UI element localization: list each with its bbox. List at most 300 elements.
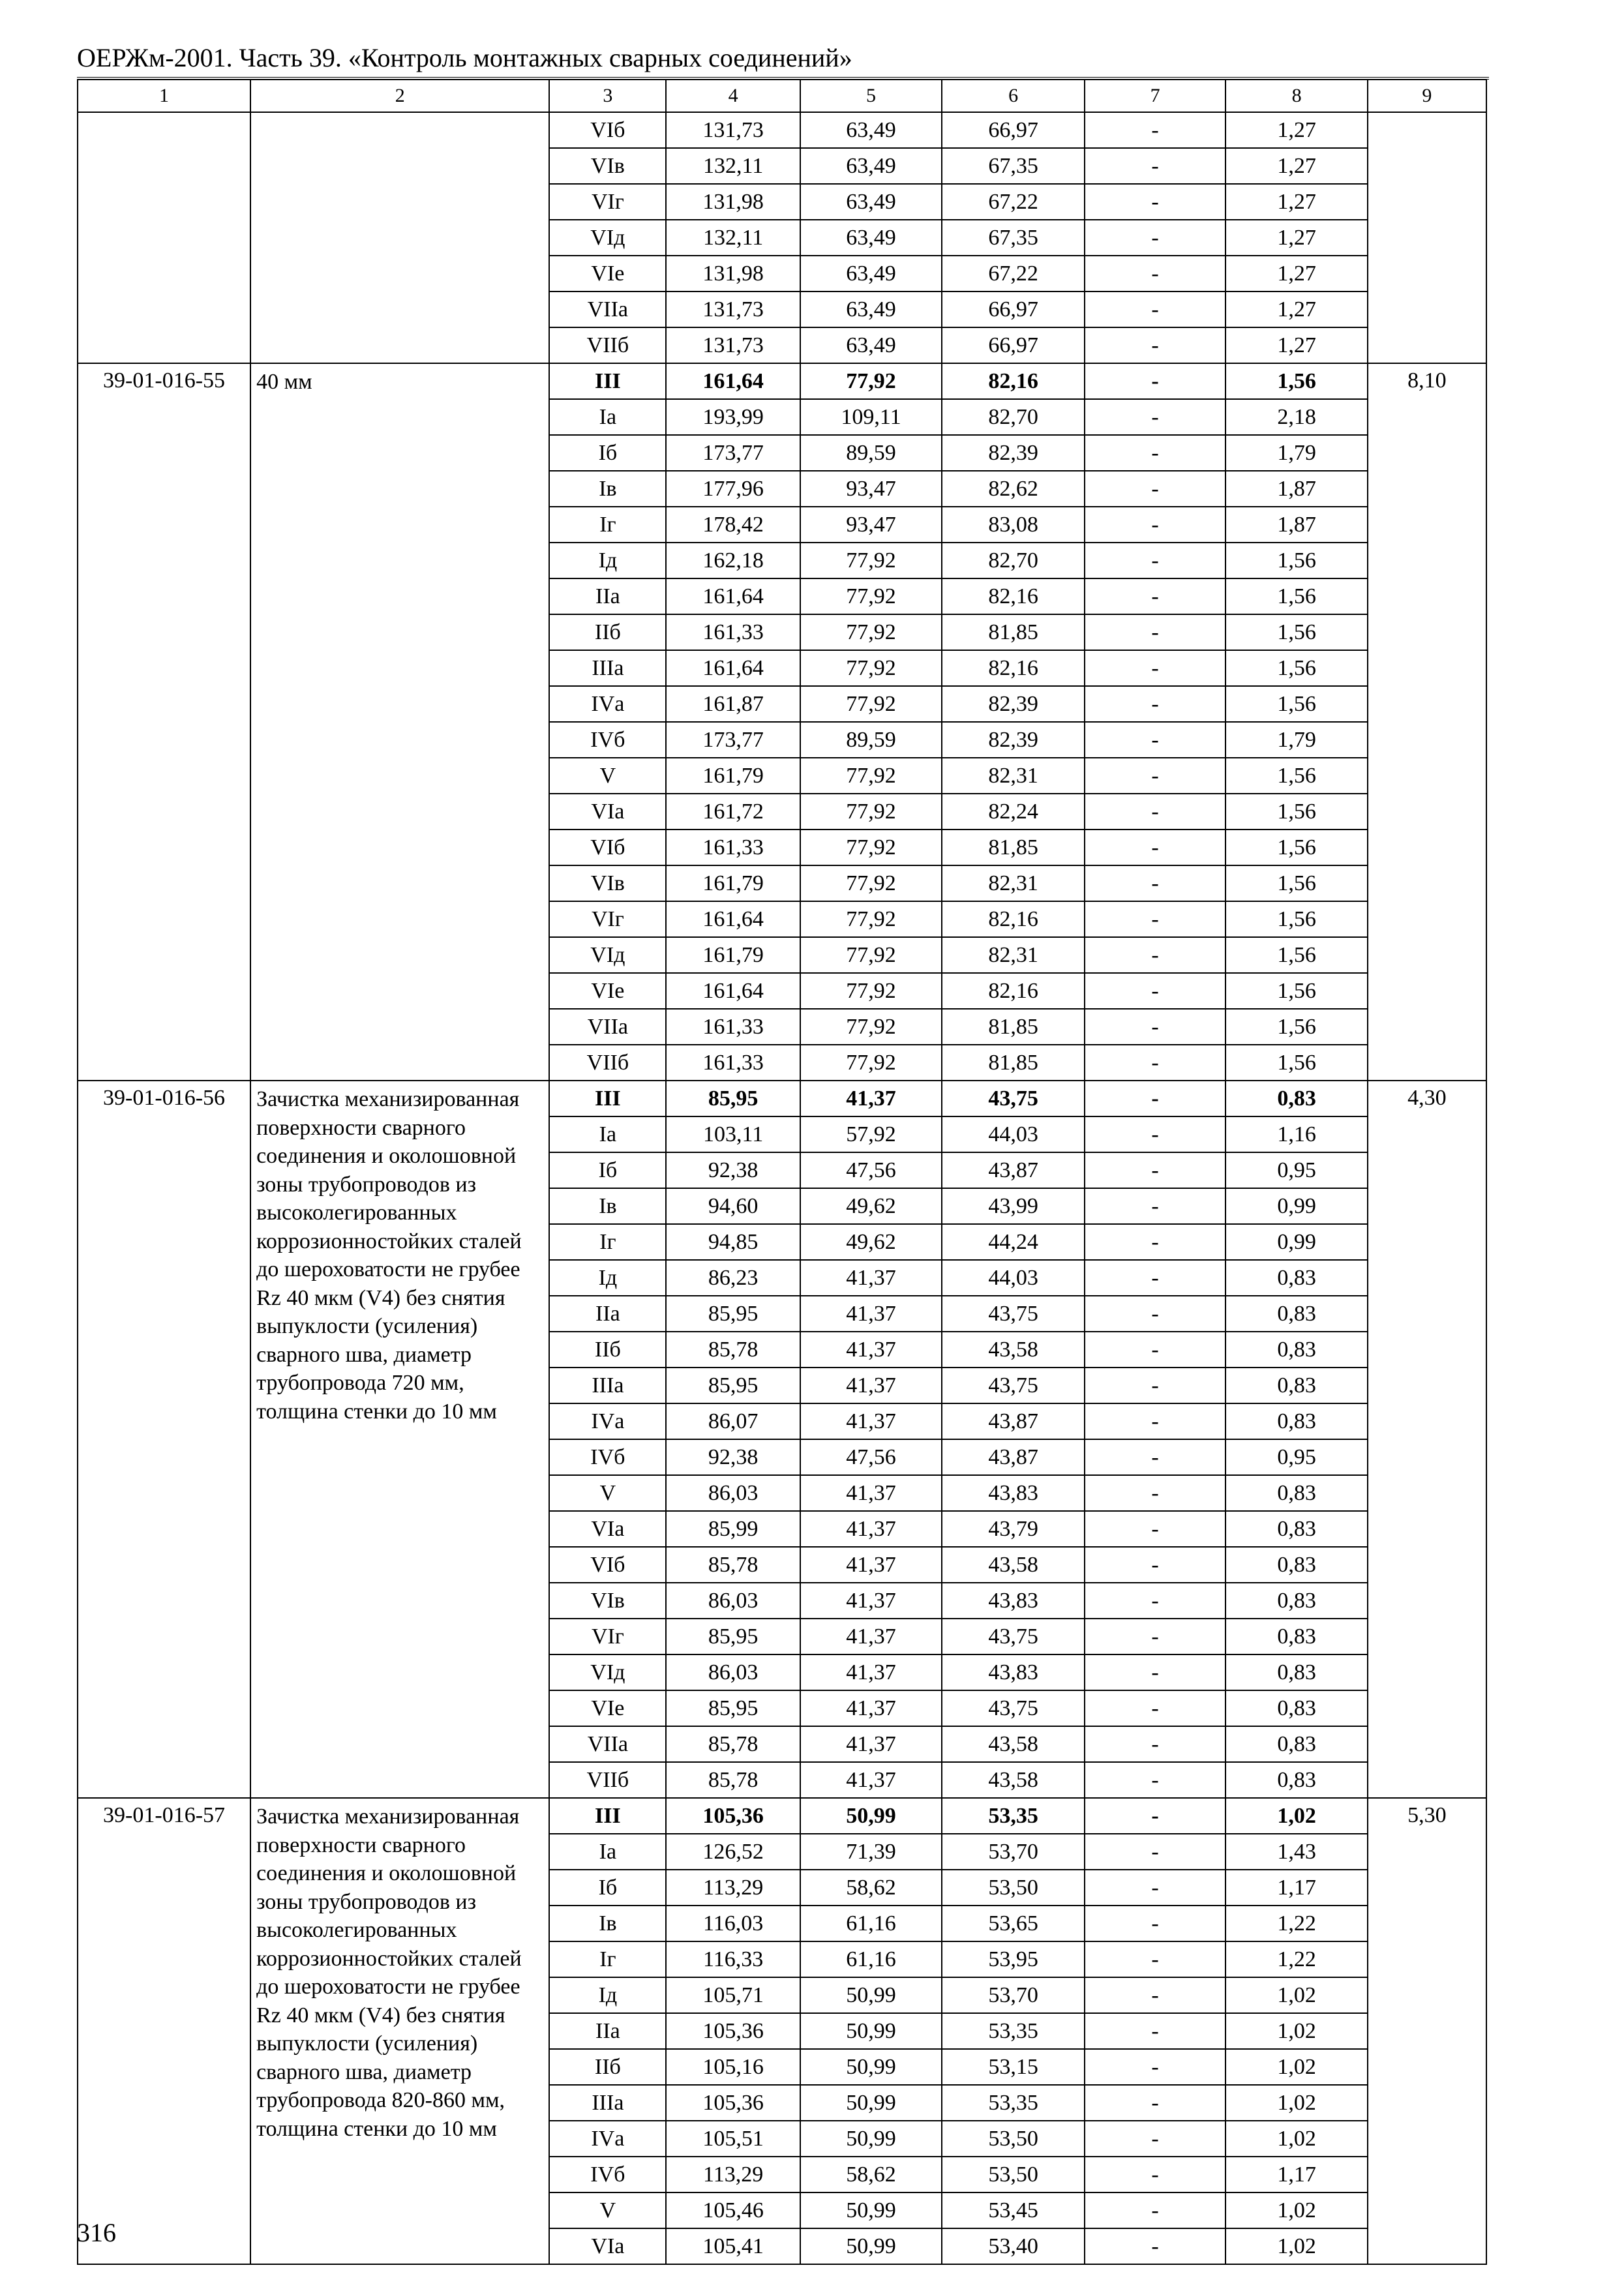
total-cost-cell: 105,71	[666, 1977, 800, 2013]
labor-value-cell: 1,79	[1226, 435, 1368, 471]
wages-cost-cell: 71,39	[800, 1834, 942, 1870]
machines-cost-cell: 53,35	[942, 2013, 1085, 2049]
total-cost-cell: 161,72	[666, 794, 800, 830]
wages-cost-cell: 58,62	[800, 2157, 942, 2192]
column-number: 7	[1085, 80, 1226, 112]
machines-cost-cell: 82,16	[942, 363, 1085, 399]
wages-cost-cell: 58,62	[800, 1870, 942, 1906]
total-cost-cell: 131,73	[666, 112, 800, 148]
materials-cost-cell: -	[1085, 758, 1226, 794]
zone-code-cell: Iд	[549, 1977, 666, 2013]
machines-cost-cell: 66,97	[942, 327, 1085, 363]
materials-cost-cell: -	[1085, 2013, 1226, 2049]
materials-cost-cell: -	[1085, 937, 1226, 973]
wages-cost-cell: 50,99	[800, 2085, 942, 2121]
materials-cost-cell: -	[1085, 1906, 1226, 1941]
materials-cost-cell: -	[1085, 543, 1226, 578]
wages-cost-cell: 41,37	[800, 1690, 942, 1726]
total-cost-cell: 86,07	[666, 1403, 800, 1439]
labor-value-cell: 0,83	[1226, 1475, 1368, 1511]
materials-cost-cell: -	[1085, 865, 1226, 901]
total-cost-cell: 193,99	[666, 399, 800, 435]
wages-cost-cell: 77,92	[800, 937, 942, 973]
machines-cost-cell: 53,70	[942, 1977, 1085, 2013]
machines-cost-cell: 67,22	[942, 184, 1085, 220]
zone-code-cell: VIб	[549, 112, 666, 148]
machines-cost-cell: 43,75	[942, 1081, 1085, 1116]
total-cost-cell: 85,99	[666, 1511, 800, 1547]
machines-cost-cell: 43,87	[942, 1403, 1085, 1439]
page-number: 316	[77, 2218, 116, 2247]
document-title: ОЕРЖм-2001. Часть 39. «Контроль монтажных сварных соединений»	[77, 43, 852, 72]
labor-value-cell: 0,83	[1226, 1726, 1368, 1762]
zone-code-cell: IIб	[549, 1332, 666, 1368]
zone-code-cell: V	[549, 2192, 666, 2228]
table-row	[78, 363, 1486, 399]
zone-code-cell: VIа	[549, 794, 666, 830]
machines-cost-cell: 82,70	[942, 543, 1085, 578]
wages-cost-cell: 50,99	[800, 2049, 942, 2085]
zone-code-cell: III	[549, 1081, 666, 1116]
machines-cost-cell: 81,85	[942, 830, 1085, 865]
labor-value-cell: 1,02	[1226, 2085, 1368, 2121]
zone-code-cell: Iг	[549, 1224, 666, 1260]
materials-cost-cell: -	[1085, 2157, 1226, 2192]
labor-value-cell: 1,27	[1226, 112, 1368, 148]
work-description: 40 мм	[250, 363, 549, 1081]
labor-value-cell: 1,02	[1226, 2049, 1368, 2085]
materials-cost-cell: -	[1085, 471, 1226, 507]
machines-cost-cell: 81,85	[942, 1045, 1085, 1081]
total-cost-cell: 105,51	[666, 2121, 800, 2157]
wages-cost-cell: 41,37	[800, 1260, 942, 1296]
wages-cost-cell: 77,92	[800, 650, 942, 686]
machines-cost-cell: 53,45	[942, 2192, 1085, 2228]
column-9-value: 5,30	[1368, 1798, 1486, 2264]
column-number-row	[78, 80, 1486, 112]
zone-code-cell: IVб	[549, 722, 666, 758]
total-cost-cell: 161,33	[666, 830, 800, 865]
materials-cost-cell: -	[1085, 1009, 1226, 1045]
labor-value-cell: 0,83	[1226, 1296, 1368, 1332]
labor-value-cell: 1,79	[1226, 722, 1368, 758]
wages-cost-cell: 77,92	[800, 578, 942, 614]
work-description: Зачистка механизированная поверхности сварного соединения и околошовной зоны трубопроводов из высоколегированных коррозионностойких сталей до шероховатости не грубее Rz 40 мкм (V4) без снятия выпуклости (усиления) сварного шва, диаметр трубопровода 720 мм, толщина стенки до 10 мм	[250, 1081, 549, 1798]
machines-cost-cell: 82,16	[942, 650, 1085, 686]
zone-code-cell: Iг	[549, 1941, 666, 1977]
labor-value-cell: 0,83	[1226, 1368, 1368, 1403]
zone-code-cell: Iа	[549, 1116, 666, 1152]
machines-cost-cell: 43,83	[942, 1654, 1085, 1690]
machines-cost-cell: 81,85	[942, 1009, 1085, 1045]
wages-cost-cell: 41,37	[800, 1583, 942, 1619]
materials-cost-cell: -	[1085, 1619, 1226, 1654]
labor-value-cell: 1,56	[1226, 865, 1368, 901]
wages-cost-cell: 57,92	[800, 1116, 942, 1152]
labor-value-cell: 1,56	[1226, 1009, 1368, 1045]
materials-cost-cell: -	[1085, 1296, 1226, 1332]
total-cost-cell: 161,33	[666, 1009, 800, 1045]
rate-code: 39-01-016-56	[78, 1081, 250, 1798]
wages-cost-cell: 63,49	[800, 148, 942, 184]
machines-cost-cell: 43,58	[942, 1547, 1085, 1583]
machines-cost-cell: 82,62	[942, 471, 1085, 507]
zone-code-cell: IVа	[549, 686, 666, 722]
machines-cost-cell: 66,97	[942, 292, 1085, 327]
zone-code-cell: IVб	[549, 1439, 666, 1475]
machines-cost-cell: 43,58	[942, 1332, 1085, 1368]
zone-code-cell: VIе	[549, 1690, 666, 1726]
labor-value-cell: 0,83	[1226, 1762, 1368, 1798]
labor-value-cell: 1,02	[1226, 2228, 1368, 2264]
total-cost-cell: 173,77	[666, 435, 800, 471]
materials-cost-cell: -	[1085, 1188, 1226, 1224]
machines-cost-cell: 82,24	[942, 794, 1085, 830]
wages-cost-cell: 41,37	[800, 1368, 942, 1403]
total-cost-cell: 161,64	[666, 578, 800, 614]
total-cost-cell: 161,64	[666, 901, 800, 937]
wages-cost-cell: 89,59	[800, 722, 942, 758]
total-cost-cell: 131,73	[666, 327, 800, 363]
materials-cost-cell: -	[1085, 1368, 1226, 1403]
total-cost-cell: 161,79	[666, 937, 800, 973]
materials-cost-cell: -	[1085, 1726, 1226, 1762]
zone-code-cell: VIб	[549, 1547, 666, 1583]
wages-cost-cell: 41,37	[800, 1475, 942, 1511]
total-cost-cell: 116,03	[666, 1906, 800, 1941]
labor-value-cell: 1,56	[1226, 650, 1368, 686]
total-cost-cell: 161,33	[666, 614, 800, 650]
machines-cost-cell: 82,39	[942, 435, 1085, 471]
machines-cost-cell: 82,31	[942, 865, 1085, 901]
machines-cost-cell: 43,75	[942, 1690, 1085, 1726]
wages-cost-cell: 77,92	[800, 758, 942, 794]
zone-code-cell: IVа	[549, 1403, 666, 1439]
total-cost-cell: 86,03	[666, 1654, 800, 1690]
zone-code-cell: VIг	[549, 184, 666, 220]
materials-cost-cell: -	[1085, 973, 1226, 1009]
machines-cost-cell: 53,95	[942, 1941, 1085, 1977]
wages-cost-cell: 63,49	[800, 256, 942, 292]
zone-code-cell: VIа	[549, 1511, 666, 1547]
labor-value-cell: 1,27	[1226, 256, 1368, 292]
wages-cost-cell: 63,49	[800, 292, 942, 327]
total-cost-cell: 161,33	[666, 1045, 800, 1081]
wages-cost-cell: 93,47	[800, 507, 942, 543]
total-cost-cell: 85,78	[666, 1726, 800, 1762]
wages-cost-cell: 77,92	[800, 543, 942, 578]
materials-cost-cell: -	[1085, 435, 1226, 471]
labor-value-cell: 1,56	[1226, 543, 1368, 578]
total-cost-cell: 162,18	[666, 543, 800, 578]
zone-code-cell: IIа	[549, 2013, 666, 2049]
wages-cost-cell: 77,92	[800, 1045, 942, 1081]
materials-cost-cell: -	[1085, 1547, 1226, 1583]
total-cost-cell: 116,33	[666, 1941, 800, 1977]
total-cost-cell: 113,29	[666, 1870, 800, 1906]
machines-cost-cell: 82,70	[942, 399, 1085, 435]
total-cost-cell: 132,11	[666, 148, 800, 184]
wages-cost-cell: 47,56	[800, 1152, 942, 1188]
labor-value-cell: 1,27	[1226, 327, 1368, 363]
machines-cost-cell: 82,31	[942, 758, 1085, 794]
wages-cost-cell: 77,92	[800, 614, 942, 650]
wages-cost-cell: 41,37	[800, 1726, 942, 1762]
labor-value-cell: 0,83	[1226, 1619, 1368, 1654]
labor-value-cell: 1,22	[1226, 1941, 1368, 1977]
zone-code-cell: Iб	[549, 435, 666, 471]
rate-code: 39-01-016-55	[78, 363, 250, 1081]
machines-cost-cell: 44,24	[942, 1224, 1085, 1260]
labor-value-cell: 0,83	[1226, 1583, 1368, 1619]
materials-cost-cell: -	[1085, 1762, 1226, 1798]
machines-cost-cell: 53,70	[942, 1834, 1085, 1870]
total-cost-cell: 105,16	[666, 2049, 800, 2085]
column-number: 5	[800, 80, 942, 112]
materials-cost-cell: -	[1085, 794, 1226, 830]
price-table	[77, 79, 1487, 2265]
table-row	[78, 1081, 1486, 1116]
materials-cost-cell: -	[1085, 1798, 1226, 1834]
wages-cost-cell: 41,37	[800, 1081, 942, 1116]
total-cost-cell: 85,95	[666, 1690, 800, 1726]
machines-cost-cell: 67,35	[942, 220, 1085, 256]
labor-value-cell: 1,56	[1226, 830, 1368, 865]
zone-code-cell: VIIб	[549, 1045, 666, 1081]
materials-cost-cell: -	[1085, 1977, 1226, 2013]
zone-code-cell: Iв	[549, 1906, 666, 1941]
materials-cost-cell: -	[1085, 722, 1226, 758]
materials-cost-cell: -	[1085, 2121, 1226, 2157]
materials-cost-cell: -	[1085, 112, 1226, 148]
labor-value-cell: 0,83	[1226, 1547, 1368, 1583]
labor-value-cell: 1,27	[1226, 292, 1368, 327]
labor-value-cell: 1,43	[1226, 1834, 1368, 1870]
materials-cost-cell: -	[1085, 686, 1226, 722]
machines-cost-cell: 43,58	[942, 1762, 1085, 1798]
machines-cost-cell: 66,97	[942, 112, 1085, 148]
machines-cost-cell: 43,87	[942, 1439, 1085, 1475]
machines-cost-cell: 43,83	[942, 1583, 1085, 1619]
machines-cost-cell: 44,03	[942, 1260, 1085, 1296]
wages-cost-cell: 77,92	[800, 865, 942, 901]
zone-code-cell: Iд	[549, 543, 666, 578]
column-number: 2	[250, 80, 549, 112]
total-cost-cell: 105,36	[666, 2013, 800, 2049]
labor-value-cell: 1,27	[1226, 184, 1368, 220]
total-cost-cell: 131,73	[666, 292, 800, 327]
zone-code-cell: VIIа	[549, 292, 666, 327]
zone-code-cell: VIIа	[549, 1726, 666, 1762]
rate-code: 39-01-016-57	[78, 1798, 250, 2264]
work-description: Зачистка механизированная поверхности сварного соединения и околошовной зоны трубопроводов из высоколегированных коррозионностойких сталей до шероховатости не грубее Rz 40 мкм (V4) без снятия выпуклости (усиления) сварного шва, диаметр трубопровода 820-860 мм, толщина стенки до 10 мм	[250, 1798, 549, 2264]
materials-cost-cell: -	[1085, 220, 1226, 256]
zone-code-cell: IIIа	[549, 650, 666, 686]
labor-value-cell: 1,17	[1226, 2157, 1368, 2192]
table-row	[78, 1798, 1486, 1834]
column-number: 4	[666, 80, 800, 112]
zone-code-cell: Iа	[549, 399, 666, 435]
materials-cost-cell: -	[1085, 650, 1226, 686]
labor-value-cell: 1,56	[1226, 758, 1368, 794]
wages-cost-cell: 63,49	[800, 112, 942, 148]
materials-cost-cell: -	[1085, 1941, 1226, 1977]
work-description	[250, 112, 549, 363]
machines-cost-cell: 43,99	[942, 1188, 1085, 1224]
zone-code-cell: VIг	[549, 1619, 666, 1654]
machines-cost-cell: 53,50	[942, 2121, 1085, 2157]
wages-cost-cell: 50,99	[800, 1798, 942, 1834]
zone-code-cell: VIIа	[549, 1009, 666, 1045]
wages-cost-cell: 77,92	[800, 1009, 942, 1045]
wages-cost-cell: 63,49	[800, 327, 942, 363]
machines-cost-cell: 82,31	[942, 937, 1085, 973]
machines-cost-cell: 43,79	[942, 1511, 1085, 1547]
machines-cost-cell: 53,40	[942, 2228, 1085, 2264]
materials-cost-cell: -	[1085, 256, 1226, 292]
total-cost-cell: 94,85	[666, 1224, 800, 1260]
machines-cost-cell: 67,22	[942, 256, 1085, 292]
machines-cost-cell: 67,35	[942, 148, 1085, 184]
zone-code-cell: VIв	[549, 148, 666, 184]
wages-cost-cell: 50,99	[800, 2121, 942, 2157]
wages-cost-cell: 77,92	[800, 794, 942, 830]
total-cost-cell: 86,03	[666, 1475, 800, 1511]
materials-cost-cell: -	[1085, 901, 1226, 937]
labor-value-cell: 1,56	[1226, 794, 1368, 830]
labor-value-cell: 1,87	[1226, 471, 1368, 507]
column-number: 8	[1226, 80, 1368, 112]
total-cost-cell: 161,64	[666, 650, 800, 686]
materials-cost-cell: -	[1085, 1403, 1226, 1439]
zone-code-cell: III	[549, 1798, 666, 1834]
materials-cost-cell: -	[1085, 2085, 1226, 2121]
materials-cost-cell: -	[1085, 148, 1226, 184]
materials-cost-cell: -	[1085, 1260, 1226, 1296]
total-cost-cell: 103,11	[666, 1116, 800, 1152]
materials-cost-cell: -	[1085, 1224, 1226, 1260]
total-cost-cell: 113,29	[666, 2157, 800, 2192]
labor-value-cell: 1,56	[1226, 937, 1368, 973]
machines-cost-cell: 43,58	[942, 1726, 1085, 1762]
materials-cost-cell: -	[1085, 1152, 1226, 1188]
total-cost-cell: 177,96	[666, 471, 800, 507]
total-cost-cell: 126,52	[666, 1834, 800, 1870]
machines-cost-cell: 43,83	[942, 1475, 1085, 1511]
wages-cost-cell: 50,99	[800, 2192, 942, 2228]
column-9-value: 4,30	[1368, 1081, 1486, 1798]
table-row	[78, 112, 1486, 148]
column-number: 1	[78, 80, 250, 112]
machines-cost-cell: 44,03	[942, 1116, 1085, 1152]
zone-code-cell: Iв	[549, 1188, 666, 1224]
wages-cost-cell: 61,16	[800, 1906, 942, 1941]
total-cost-cell: 105,36	[666, 2085, 800, 2121]
labor-value-cell: 1,56	[1226, 1045, 1368, 1081]
labor-value-cell: 1,16	[1226, 1116, 1368, 1152]
total-cost-cell: 85,78	[666, 1762, 800, 1798]
materials-cost-cell: -	[1085, 1475, 1226, 1511]
zone-code-cell: VIд	[549, 1654, 666, 1690]
total-cost-cell: 131,98	[666, 184, 800, 220]
machines-cost-cell: 53,35	[942, 2085, 1085, 2121]
materials-cost-cell: -	[1085, 1511, 1226, 1547]
zone-code-cell: V	[549, 1475, 666, 1511]
wages-cost-cell: 77,92	[800, 830, 942, 865]
zone-code-cell: VIг	[549, 901, 666, 937]
total-cost-cell: 86,23	[666, 1260, 800, 1296]
machines-cost-cell: 43,87	[942, 1152, 1085, 1188]
total-cost-cell: 85,95	[666, 1081, 800, 1116]
zone-code-cell: IIб	[549, 2049, 666, 2085]
materials-cost-cell: -	[1085, 1116, 1226, 1152]
materials-cost-cell: -	[1085, 399, 1226, 435]
labor-value-cell: 1,02	[1226, 2121, 1368, 2157]
machines-cost-cell: 83,08	[942, 507, 1085, 543]
wages-cost-cell: 77,92	[800, 686, 942, 722]
machines-cost-cell: 43,75	[942, 1368, 1085, 1403]
materials-cost-cell: -	[1085, 327, 1226, 363]
zone-code-cell: VIа	[549, 2228, 666, 2264]
wages-cost-cell: 41,37	[800, 1654, 942, 1690]
zone-code-cell: Iа	[549, 1834, 666, 1870]
wages-cost-cell: 50,99	[800, 2228, 942, 2264]
zone-code-cell: IIа	[549, 578, 666, 614]
labor-value-cell: 1,22	[1226, 1906, 1368, 1941]
labor-value-cell: 0,95	[1226, 1152, 1368, 1188]
wages-cost-cell: 47,56	[800, 1439, 942, 1475]
materials-cost-cell: -	[1085, 184, 1226, 220]
page-header	[77, 40, 1489, 80]
total-cost-cell: 92,38	[666, 1152, 800, 1188]
materials-cost-cell: -	[1085, 363, 1226, 399]
machines-cost-cell: 82,16	[942, 578, 1085, 614]
total-cost-cell: 161,64	[666, 973, 800, 1009]
materials-cost-cell: -	[1085, 1654, 1226, 1690]
machines-cost-cell: 53,50	[942, 1870, 1085, 1906]
labor-value-cell: 0,83	[1226, 1690, 1368, 1726]
column-number: 6	[942, 80, 1085, 112]
wages-cost-cell: 93,47	[800, 471, 942, 507]
zone-code-cell: VIе	[549, 256, 666, 292]
labor-value-cell: 1,27	[1226, 220, 1368, 256]
labor-value-cell: 1,02	[1226, 1977, 1368, 2013]
total-cost-cell: 161,64	[666, 363, 800, 399]
labor-value-cell: 1,56	[1226, 901, 1368, 937]
materials-cost-cell: -	[1085, 2049, 1226, 2085]
total-cost-cell: 85,78	[666, 1547, 800, 1583]
wages-cost-cell: 50,99	[800, 1977, 942, 2013]
labor-value-cell: 0,95	[1226, 1439, 1368, 1475]
labor-value-cell: 0,83	[1226, 1511, 1368, 1547]
labor-value-cell: 1,17	[1226, 1870, 1368, 1906]
machines-cost-cell: 82,39	[942, 686, 1085, 722]
wages-cost-cell: 41,37	[800, 1511, 942, 1547]
wages-cost-cell: 89,59	[800, 435, 942, 471]
wages-cost-cell: 41,37	[800, 1296, 942, 1332]
materials-cost-cell: -	[1085, 1332, 1226, 1368]
total-cost-cell: 94,60	[666, 1188, 800, 1224]
wages-cost-cell: 49,62	[800, 1188, 942, 1224]
zone-code-cell: IIIа	[549, 1368, 666, 1403]
total-cost-cell: 173,77	[666, 722, 800, 758]
total-cost-cell: 161,87	[666, 686, 800, 722]
materials-cost-cell: -	[1085, 1081, 1226, 1116]
total-cost-cell: 105,36	[666, 1798, 800, 1834]
labor-value-cell: 1,56	[1226, 578, 1368, 614]
materials-cost-cell: -	[1085, 1583, 1226, 1619]
zone-code-cell: Iд	[549, 1260, 666, 1296]
